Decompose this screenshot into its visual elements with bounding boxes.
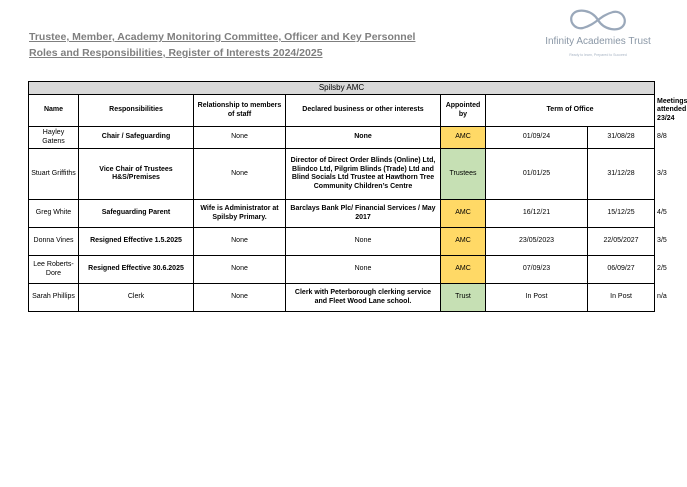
responsibilities-cell: Chair / Safeguarding <box>79 127 194 149</box>
term-end-cell: 06/09/27 <box>588 256 655 284</box>
col-header-responsibilities: Responsibilities <box>79 95 194 127</box>
table-row: Greg White Safeguarding Parent Wife is Administrator at Spilsby Primary. Barclays Bank Plc/ Financial Services / May 2017 AMC 16/12/21 15/12/25 4/5 <box>29 200 655 228</box>
table-caption: Spilsby AMC <box>29 82 655 95</box>
title-line-1: Trustee, Member, Academy Monitoring Committee, Officer and Key Personnel <box>29 31 416 43</box>
term-end-cell: 22/05/2027 <box>588 228 655 256</box>
declared-cell: Barclays Bank Plc/ Financial Services / May 2017 <box>286 200 441 228</box>
col-header-name: Name <box>29 95 79 127</box>
responsibilities-cell: Resigned Effective 1.5.2025 <box>79 228 194 256</box>
term-start-cell: In Post <box>486 284 588 312</box>
name-cell: Sarah Phillips <box>29 284 79 312</box>
term-end-cell: 31/08/28 <box>588 127 655 149</box>
responsibilities-cell: Resigned Effective 30.6.2025 <box>79 256 194 284</box>
appointed-cell: Trust <box>441 284 486 312</box>
term-start-cell: 16/12/21 <box>486 200 588 228</box>
declared-cell: None <box>286 228 441 256</box>
declared-cell: None <box>286 127 441 149</box>
document-title <box>29 29 449 61</box>
logo-name: Infinity Academies Trust <box>545 36 651 47</box>
responsibilities-cell: Clerk <box>79 284 194 312</box>
infinity-logo-icon <box>565 6 631 34</box>
appointed-cell: AMC <box>441 127 486 149</box>
declared-cell: Director of Direct Order Blinds (Online) Ltd, Blindco Ltd, Pilgrim Blinds (Trade) Ltd and Blind Socials Ltd Trustee at Hawthorn Tree Community Children’s Centre <box>286 149 441 200</box>
relationship-cell: None <box>194 256 286 284</box>
table-row: Donna Vines Resigned Effective 1.5.2025 None None AMC 23/05/2023 22/05/2027 3/5 <box>29 228 655 256</box>
title-line-2: Roles and Responsibilities, Register of Interests 2024/2025 <box>29 47 323 59</box>
appointed-cell: AMC <box>441 200 486 228</box>
term-start-cell: 07/09/23 <box>486 256 588 284</box>
col-header-declared: Declared business or other interests <box>286 95 441 127</box>
term-end-cell: In Post <box>588 284 655 312</box>
col-header-relationship: Relationship to members of staff <box>194 95 286 127</box>
logo-tagline: Ready to learn, Prepared to Succeed <box>569 53 627 57</box>
table-row: Hayley Gatens Chair / Safeguarding None None AMC 01/09/24 31/08/28 8/8 <box>29 127 655 149</box>
responsibilities-cell: Safeguarding Parent <box>79 200 194 228</box>
term-end-cell: 15/12/25 <box>588 200 655 228</box>
relationship-cell: None <box>194 284 286 312</box>
appointed-cell: AMC <box>441 228 486 256</box>
name-cell: Stuart Griffiths <box>29 149 79 200</box>
relationship-cell: Wife is Administrator at Spilsby Primary. <box>194 200 286 228</box>
table-row: Stuart Griffiths Vice Chair of Trustees H&S/Premises None Director of Direct Order Blinds (Online) Ltd, Blindco Ltd, Pilgrim Blinds (Trade) Ltd and Blind Socials Ltd Trustee at Hawthorn Tree Community Children’s Centre Trustees 01/01/25 31/12/28 3/3 <box>29 149 655 200</box>
relationship-cell: None <box>194 228 286 256</box>
term-start-cell: 23/05/2023 <box>486 228 588 256</box>
name-cell: Hayley Gatens <box>29 127 79 149</box>
term-start-cell: 01/09/24 <box>486 127 588 149</box>
declared-cell: None <box>286 256 441 284</box>
term-end-cell: 31/12/28 <box>588 149 655 200</box>
name-cell: Donna Vines <box>29 228 79 256</box>
name-cell: Lee Roberts-Dore <box>29 256 79 284</box>
appointed-cell: Trustees <box>441 149 486 200</box>
col-header-appointed: Appointed by <box>441 95 486 127</box>
register-table <box>28 81 687 312</box>
declared-cell: Clerk with Peterborough clerking service and Fleet Wood Lane school. <box>286 284 441 312</box>
relationship-cell: None <box>194 127 286 149</box>
term-start-cell: 01/01/25 <box>486 149 588 200</box>
appointed-cell: AMC <box>441 256 486 284</box>
header-row: Name Responsibilities Relationship to members of staff Declared business or other interests Appointed by Term of Office Meetings attended 23/24 <box>29 95 655 127</box>
trust-logo <box>532 6 664 64</box>
responsibilities-cell: Vice Chair of Trustees H&S/Premises <box>79 149 194 200</box>
name-cell: Greg White <box>29 200 79 228</box>
relationship-cell: None <box>194 149 286 200</box>
table-row: Sarah Phillips Clerk None Clerk with Peterborough clerking service and Fleet Wood Lane school. Trust In Post In Post n/a <box>29 284 655 312</box>
col-header-term: Term of Office <box>486 95 655 127</box>
table-row: Lee Roberts-Dore Resigned Effective 30.6.2025 None None AMC 07/09/23 06/09/27 2/5 <box>29 256 655 284</box>
